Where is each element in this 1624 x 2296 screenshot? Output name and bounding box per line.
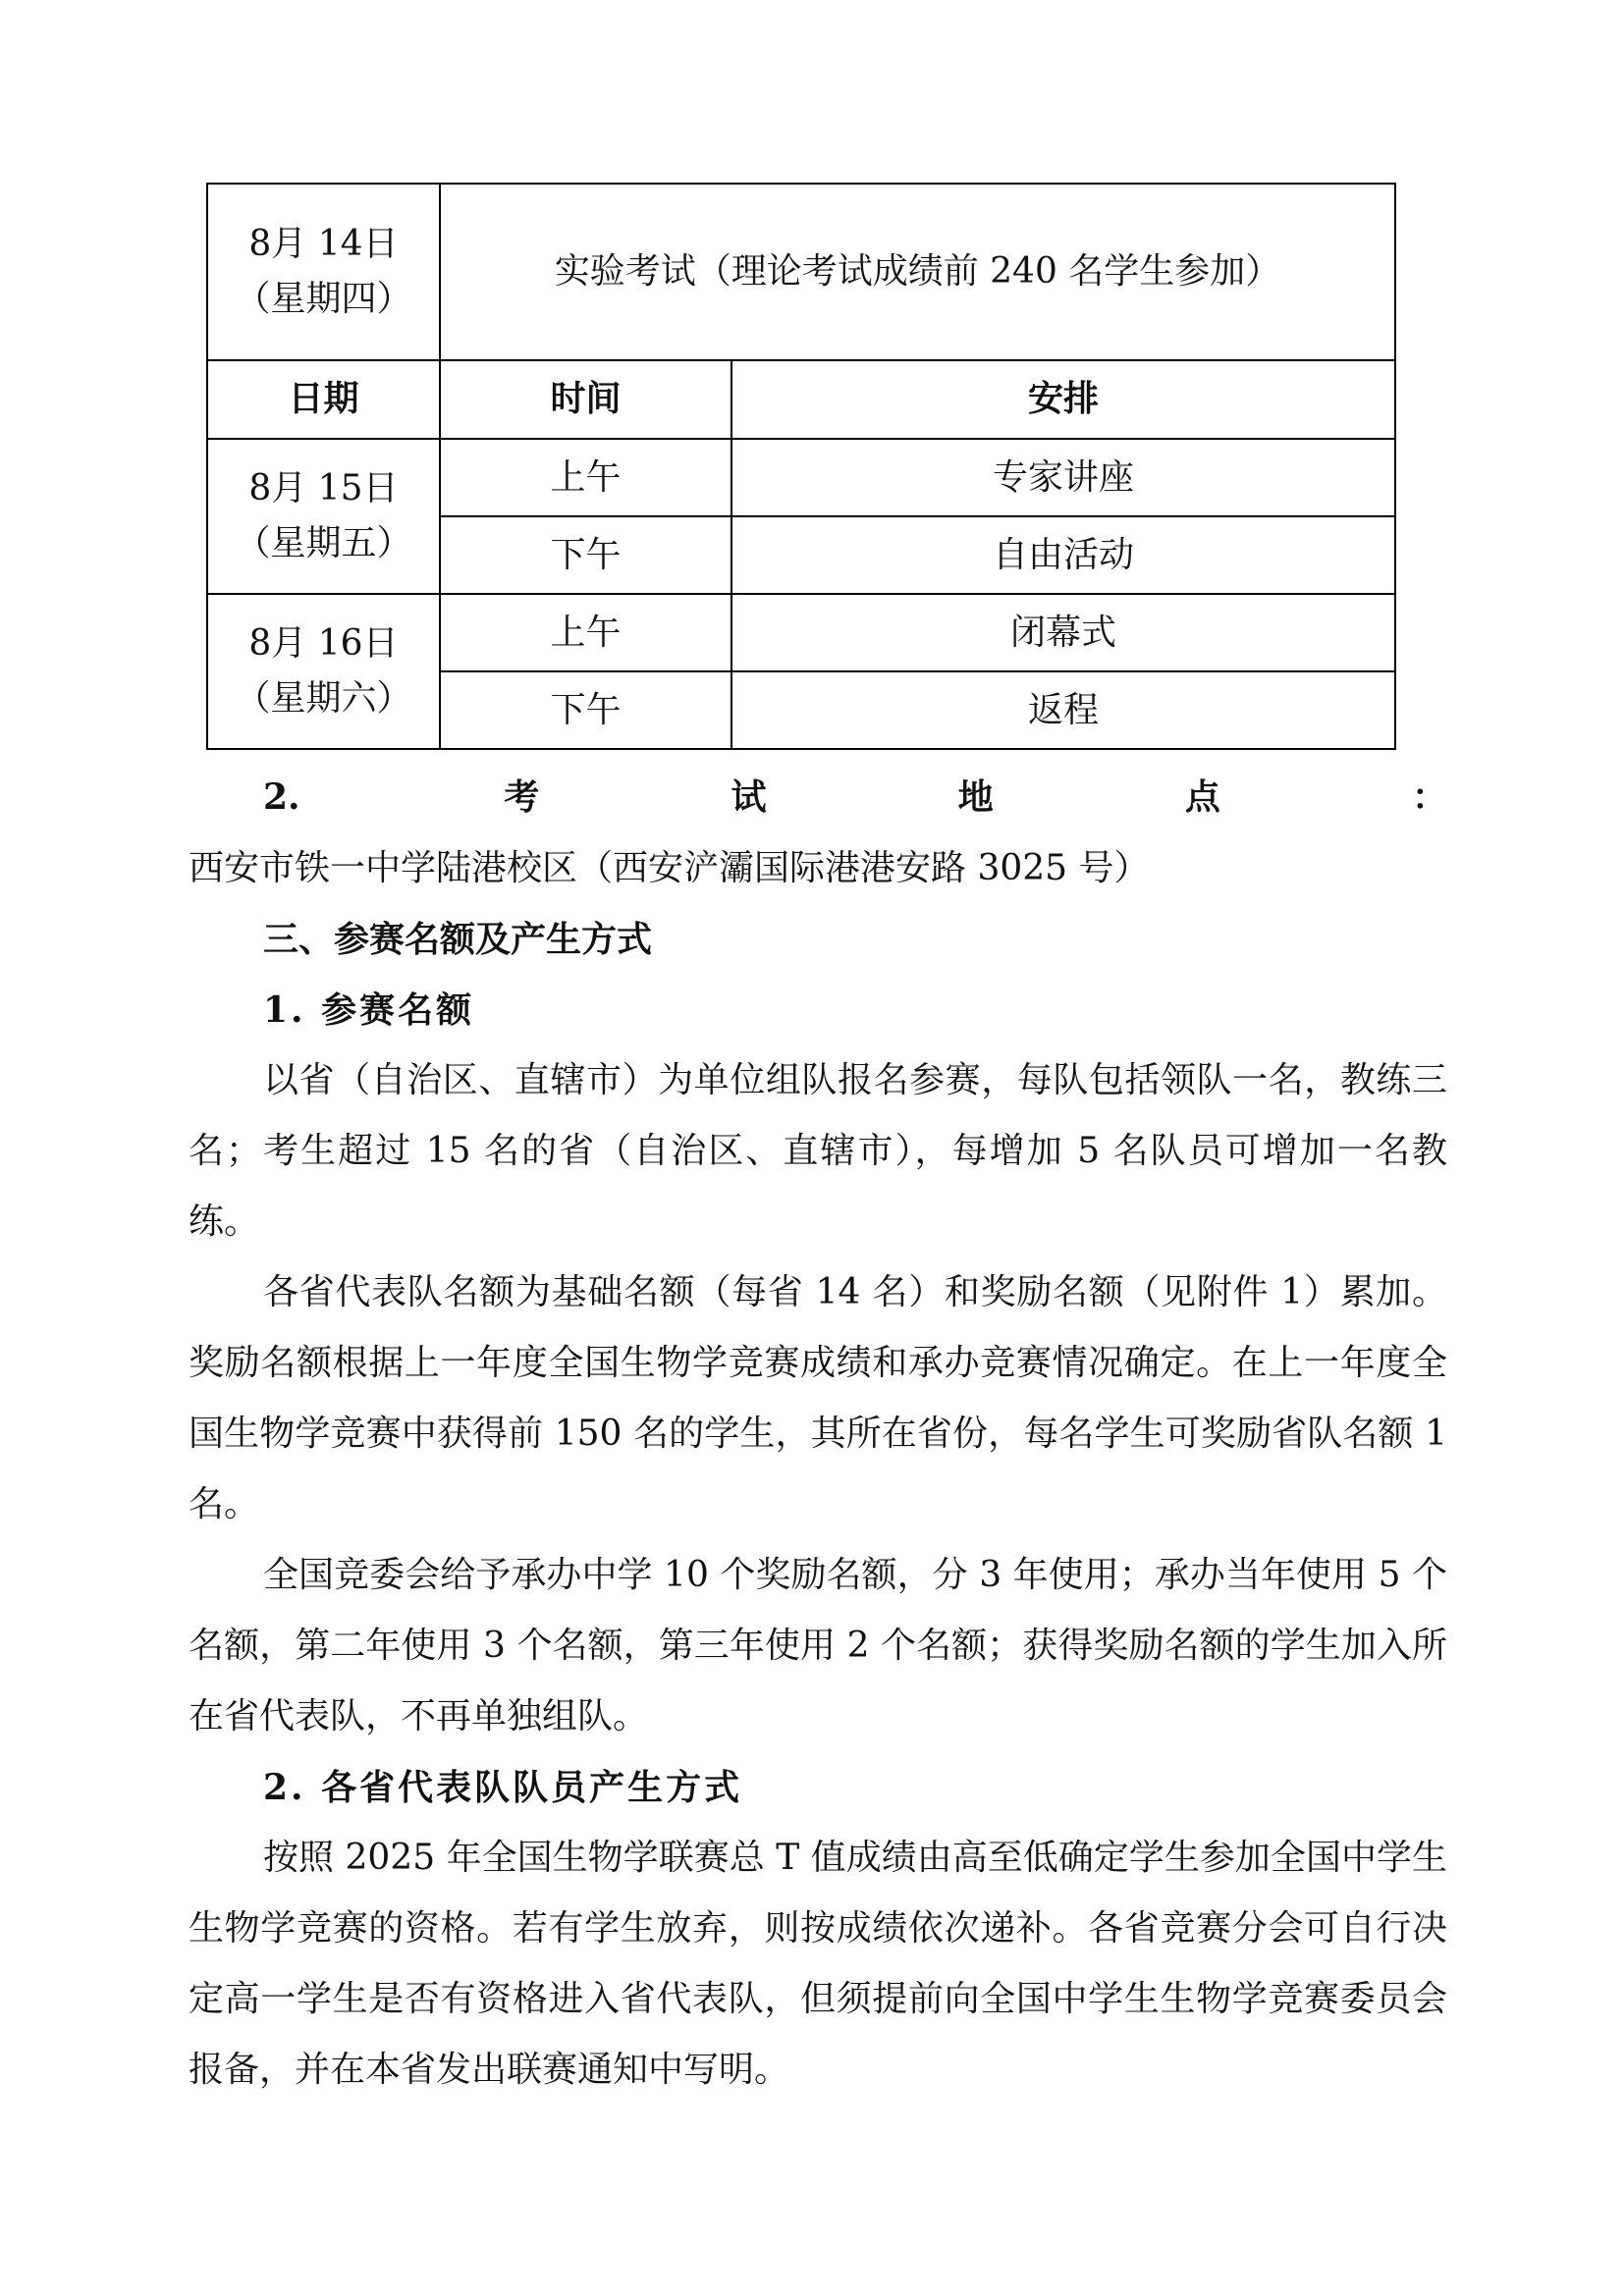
table-row	[207, 594, 1395, 671]
venue-text: 西安市铁一中学陆港校区（西安浐灞国际港港安路 3025 号）	[189, 848, 1150, 888]
paragraph: 各省代表队名额为基础名额（每省 14 名）和奖励名额（见附件 1）累加。奖励名额根据上一年度全国生物学竞赛成绩和承办竞赛情况确定。在上一年度全国生物学竞赛中获得前 150 名的学生，其所在省份，每名学生可奖励省队名额 1 名。	[189, 1272, 1447, 1524]
date-text: 8月 14日	[248, 224, 399, 265]
time-cell: 上午	[440, 594, 731, 671]
date-text: 8月 16日	[248, 623, 399, 665]
time-cell: 下午	[440, 671, 731, 749]
date-cell	[207, 184, 440, 360]
time-cell: 下午	[440, 516, 731, 594]
paragraph: 以省（自治区、直辖市）为单位组队报名参赛，每队包括领队一名，教练三名；考生超过 15 名的省（自治区、直辖市），每增加 5 名队员可增加一名教练。	[189, 1060, 1447, 1242]
body-text	[189, 762, 1447, 2106]
arrangement-cell: 专家讲座	[731, 439, 1395, 516]
table-row	[207, 184, 1395, 360]
subsection-heading: 2. 各省代表队队员产生方式	[263, 1767, 743, 1808]
date-text: 8月 15日	[248, 468, 399, 509]
paragraph: 全国竞委会给予承办中学 10 个奖励名额，分 3 年使用；承办当年使用 5 个名额，第二年使用 3 个名额，第三年使用 2 个名额；获得奖励名额的学生加入所在省代表队，不再单独组队。	[189, 1555, 1447, 1736]
arrangement-cell: 闭幕式	[731, 594, 1395, 671]
weekday-text: （星期六）	[235, 678, 412, 719]
schedule-table	[206, 183, 1396, 750]
subsection-heading: 1. 参赛名额	[263, 989, 475, 1031]
time-cell: 上午	[440, 439, 731, 516]
date-cell	[207, 594, 440, 749]
weekday-text: （星期五）	[235, 523, 412, 563]
weekday-text: （星期四）	[235, 279, 412, 319]
table-row	[207, 439, 1395, 516]
paragraph: 按照 2025 年全国生物学联赛总 T 值成绩由高至低确定学生参加全国中学生生物学竞赛的资格。若有学生放弃，则按成绩依次递补。各省竞赛分会可自行决定高一学生是否有资格进入省代表队，但须提前向全国中学生生物学竞赛委员会报备，并在本省发出联赛通知中写明。	[189, 1838, 1447, 2090]
date-cell	[207, 439, 440, 594]
header-date: 日期	[207, 360, 440, 439]
venue-paragraph	[189, 762, 1447, 904]
section-heading: 三、参赛名额及产生方式	[263, 919, 653, 960]
header-time: 时间	[440, 360, 731, 439]
arrangement-cell: 实验考试（理论考试成绩前 240 名学生参加）	[440, 184, 1395, 360]
table-header-row	[207, 360, 1395, 439]
venue-label: 2. 考试地点：	[263, 776, 1447, 818]
arrangement-cell: 自由活动	[731, 516, 1395, 594]
header-arrangement: 安排	[731, 360, 1395, 439]
arrangement-cell: 返程	[731, 671, 1395, 749]
